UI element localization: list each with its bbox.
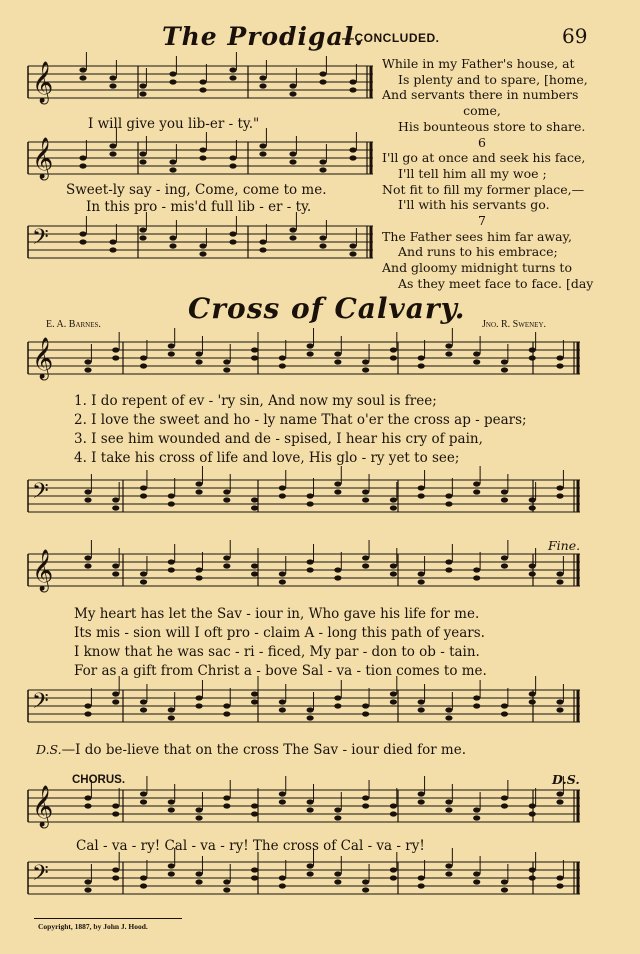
verse-line-4: 4. I take his cross of life and love, His glo - ry yet to see; bbox=[74, 450, 460, 466]
top-lyric-line-1: I will give you lib-er - ty." bbox=[88, 116, 260, 132]
poem-line: I'll go at once and seek his face, bbox=[382, 150, 586, 166]
poem-line: And gloomy midnight turns to bbox=[382, 260, 572, 276]
composer-credit: Jno. R. Sweney. bbox=[482, 319, 547, 330]
top-lyric-line-2: Sweet-ly say - ing, Come, come to me. bbox=[66, 182, 327, 198]
ds-end-marker: D.S. bbox=[552, 772, 580, 787]
poem-line: His bounteous store to share. bbox=[398, 118, 586, 134]
ds-lyric-line bbox=[36, 742, 466, 758]
chorus-lyric-line: Cal - va - ry! Cal - va - ry! The cross of Cal - va - ry! bbox=[76, 838, 425, 854]
poem-line: Not fit to fill my former place,— bbox=[382, 181, 585, 197]
svg-text:𝄞: 𝄞 bbox=[32, 138, 54, 179]
ds-lyric-text: —I do be-lieve that on the cross The Sav - iour died for me. bbox=[61, 742, 467, 758]
svg-text:𝄞: 𝄞 bbox=[32, 550, 54, 591]
top-treble-staff-1 bbox=[28, 62, 373, 106]
verse-line-2: 2. I love the sweet and ho - ly name That o'er the cross ap - pears; bbox=[74, 412, 527, 428]
verse-line-4: For as a gift from Christ a - bove Sal - va - tion comes to me. bbox=[74, 663, 487, 679]
poem-line: And servants there in numbers bbox=[382, 87, 579, 103]
verse-line-3: 3. I see him wounded and de - spised, I hear his cry of pain, bbox=[74, 431, 483, 447]
svg-text:𝄢: 𝄢 bbox=[32, 689, 49, 719]
poem-line: 6 bbox=[478, 134, 486, 150]
system2-bass-staff bbox=[28, 690, 580, 730]
svg-text:𝄢: 𝄢 bbox=[32, 225, 49, 255]
page-subtitle: —CONCLUDED. bbox=[342, 31, 440, 45]
poem-line: While in my Father's house, at bbox=[382, 56, 575, 71]
hymn-title: Cross of Calvary. bbox=[188, 292, 466, 325]
verse-line-3: I know that he was sac - ri - ficed, My par - don to ob - tain. bbox=[74, 644, 480, 660]
verse-line-2: Its mis - sion will I oft pro - claim A - long this path of years. bbox=[74, 625, 485, 641]
ds-prefix: D.S. bbox=[36, 742, 62, 757]
svg-text:𝄢: 𝄢 bbox=[32, 861, 49, 891]
poem-line: Is plenty and to spare, [home, bbox=[398, 71, 588, 87]
page-title: The Prodigal. bbox=[162, 22, 364, 51]
chorus-bass-staff bbox=[28, 862, 580, 902]
poem-line: I'll with his servants go. bbox=[398, 197, 550, 213]
fine-marker: Fine. bbox=[548, 538, 581, 553]
verse-line-1: My heart has let the Sav - iour in, Who gave his life for me. bbox=[74, 606, 480, 622]
poem-line: The Father sees him far away, bbox=[382, 228, 572, 244]
system1-bass-staff bbox=[28, 480, 580, 520]
poem-line: 7 bbox=[478, 213, 486, 229]
top-treble-staff-2 bbox=[28, 138, 373, 182]
svg-text:𝄞: 𝄞 bbox=[32, 62, 54, 103]
copyright-notice: Copyright, 1887, by John J. Hood. bbox=[38, 922, 148, 931]
verse-line-1: 1. I do repent of ev - 'ry sin, And now my soul is free; bbox=[74, 393, 437, 409]
svg-text:𝄢: 𝄢 bbox=[32, 479, 49, 509]
poem-verses bbox=[382, 56, 593, 292]
svg-text:𝄞: 𝄞 bbox=[32, 338, 54, 379]
poem-line: And runs to his embrace; bbox=[398, 244, 558, 260]
poem-line: As they meet face to face. [day bbox=[398, 275, 594, 291]
chorus-treble-staff bbox=[28, 786, 580, 830]
copyright-rule bbox=[34, 918, 182, 919]
poem-line: come, bbox=[463, 103, 501, 119]
chorus-label: CHORUS. bbox=[72, 774, 126, 786]
system2-treble-staff bbox=[28, 550, 580, 594]
poem-line: I'll tell him all my woe ; bbox=[398, 165, 547, 181]
top-bass-staff bbox=[28, 226, 373, 266]
lyricist-credit: E. A. Barnes. bbox=[46, 319, 101, 330]
system1-treble-staff bbox=[28, 338, 580, 382]
svg-text:𝄞: 𝄞 bbox=[32, 786, 54, 827]
top-lyric-line-3: In this pro - mis'd full lib - er - ty. bbox=[86, 199, 312, 215]
page-number: 69 bbox=[562, 24, 588, 48]
